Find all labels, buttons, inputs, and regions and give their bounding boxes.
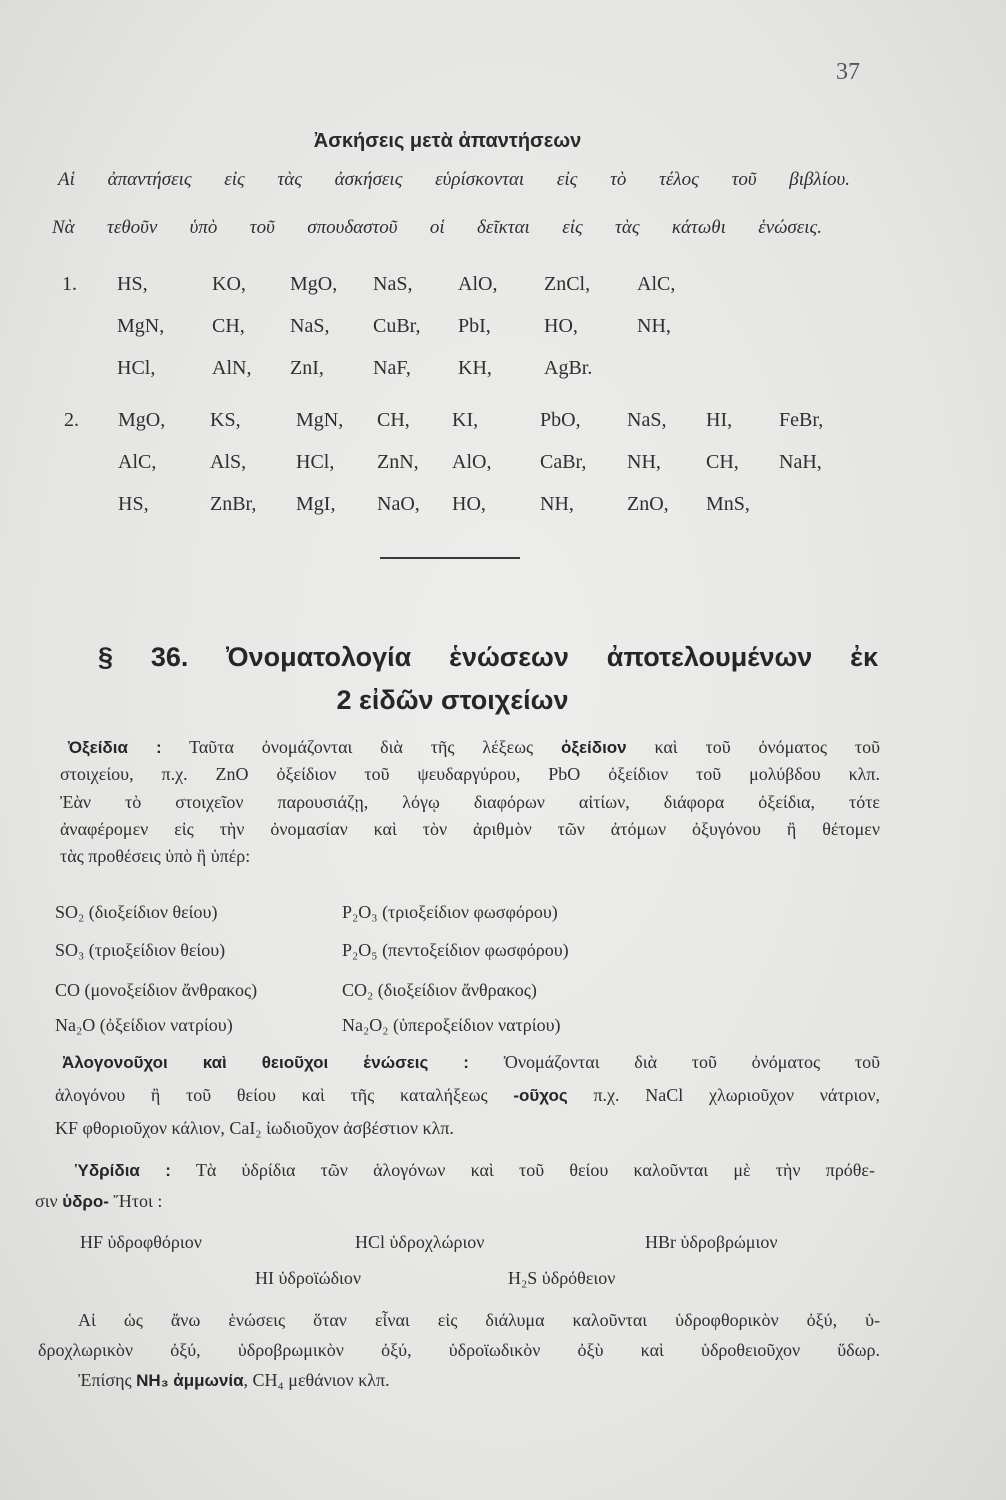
exercise-2-compounds <box>118 399 859 525</box>
compound: MgI, <box>296 493 336 515</box>
compound: CuBr, <box>373 315 421 337</box>
hydride-name: ὑδρόθειον <box>541 1268 616 1288</box>
formula: H₂S <box>508 1268 538 1288</box>
compound: HS, <box>118 493 149 515</box>
text-run: Ἤτοι : <box>113 1191 163 1211</box>
compound: ZnBr, <box>210 493 257 515</box>
compound: CaBr, <box>540 451 587 473</box>
hydride-example <box>508 1263 615 1293</box>
compound: NaH, <box>779 451 822 473</box>
compound: AlN, <box>212 357 252 379</box>
term-bold: ὀξείδιον <box>561 738 627 757</box>
compound: HO, <box>544 315 578 337</box>
compound: NaO, <box>377 493 420 515</box>
compound: NH, <box>637 315 671 337</box>
paragraph-line: στοιχείου, π.χ. ZnO ὀξείδιον τοῦ ψευδαργύρου, PbO ὀξείδιον τοῦ μολύβδου κλπ. <box>60 764 880 785</box>
oxide-example <box>342 975 537 1005</box>
compound: ZnO, <box>627 493 669 515</box>
hydride-name: ὑδροχλώριον <box>389 1232 485 1252</box>
oxide-name: (τριοξείδιον θείου) <box>88 940 226 960</box>
oxide-example-row <box>0 975 1006 1005</box>
compound: MgO, <box>290 273 338 295</box>
oxide-example-row <box>0 1010 1006 1040</box>
hydride-example <box>80 1227 202 1257</box>
compound: HCl, <box>296 451 335 473</box>
compound: CH, <box>377 409 410 431</box>
paragraph-line <box>35 1155 875 1186</box>
paragraph-line <box>38 1365 880 1396</box>
formula: SO₂ <box>55 902 85 922</box>
text-run: , CH₄ μεθάνιον κλπ. <box>243 1370 390 1390</box>
paragraph-line: Ἐὰν τὸ στοιχεῖον παρουσιάζῃ, λόγῳ διαφόρων αἰτίων, διάφορα ὀξείδια, τότε <box>60 791 880 812</box>
compound: AlO, <box>452 451 492 473</box>
oxide-name: (πεντοξείδιον φωσφόρου) <box>382 940 569 960</box>
compound: FeBr, <box>779 409 824 431</box>
paragraph-line <box>55 1046 880 1079</box>
paragraph-line <box>60 734 880 761</box>
compound: NaS, <box>373 273 413 295</box>
oxide-example <box>342 897 558 927</box>
hydrides-paragraph <box>35 1155 875 1217</box>
compound: KI, <box>452 409 479 431</box>
compound: HS, <box>117 273 148 295</box>
compound: AgBr. <box>544 357 593 379</box>
oxide-name: (μονοξείδιον ἄνθρακος) <box>84 980 258 1000</box>
page-number: 37 <box>836 59 860 85</box>
intro-line: Νὰ τεθοῦν ὑπὸ τοῦ σπουδαστοῦ οἱ δεῖκται εἰς τὰς κάτωθι ἑνώσεις. <box>52 217 822 238</box>
paragraph-line <box>35 1186 875 1217</box>
oxide-example <box>342 935 569 965</box>
exercises-heading: Ἀσκήσεις μετὰ ἀπαντήσεων <box>313 130 582 152</box>
oxide-example <box>55 935 225 965</box>
formula: SO₃ <box>55 940 85 960</box>
hydride-name: ὑδροϊώδιον <box>278 1268 362 1288</box>
compound: ZnI, <box>290 357 324 379</box>
compound: NaF, <box>373 357 411 379</box>
text-run: Ἐπίσης <box>78 1370 132 1390</box>
term-bold: -οῦχος <box>513 1086 568 1105</box>
oxide-name: (διοξείδιον θείου) <box>88 902 218 922</box>
paragraph-line: ἀναφέρομεν εἰς τὴν ὀνομασίαν καὶ τὸν ἀριθμὸν τῶν ἀτόμων ὀξυγόνου ἢ θέτομεν <box>60 818 880 839</box>
formula: P₂O₅ <box>342 940 378 960</box>
compound: MgO, <box>118 409 166 431</box>
hydride-name: ὑδροβρώμιον <box>680 1232 778 1252</box>
compound: AlC, <box>637 273 676 295</box>
compound: NaS, <box>290 315 330 337</box>
compound: AlO, <box>458 273 498 295</box>
compound: HCl, <box>117 357 156 379</box>
compound: KS, <box>210 409 241 431</box>
halogen-paragraph <box>55 1046 880 1144</box>
halogen-label: Ἀλογονοῦχοι καὶ θειοῦχοι ἑνώσεις : <box>62 1053 469 1072</box>
paragraph-line <box>55 1079 880 1112</box>
section-divider <box>380 557 520 559</box>
compound: NH, <box>540 493 574 515</box>
formula: P₂O₃ <box>342 902 378 922</box>
hydride-example <box>255 1263 361 1293</box>
compound: AlS, <box>210 451 247 473</box>
term-bold: NH₃ ἀμμωνία <box>136 1371 244 1390</box>
text-run: π.χ. NaCl χλωριοῦχον νάτριον, <box>593 1085 881 1105</box>
formula: CO₂ <box>342 980 374 1000</box>
oxide-example-row <box>0 935 1006 965</box>
compound: NH, <box>627 451 661 473</box>
compound: HO, <box>452 493 486 515</box>
oxide-example <box>342 1010 561 1040</box>
hydride-name: ὑδροφθόριον <box>107 1232 202 1252</box>
exercise-1-compounds <box>117 263 717 389</box>
hydrides-label: Ὑδρίδια : <box>75 1161 171 1180</box>
compound: CH, <box>212 315 245 337</box>
text-run: Ταῦτα ὀνομάζονται διὰ τῆς λέξεως <box>189 737 534 757</box>
oxide-example <box>55 897 217 927</box>
formula: HCl <box>355 1232 386 1252</box>
paragraph-line: KF φθοριοῦχον κάλιον, CaI₂ ἰωδιοῦχον ἀσβέστιον κλπ. <box>55 1118 454 1138</box>
oxides-paragraph <box>60 734 880 870</box>
text-run: καὶ τοῦ ὀνόματος τοῦ <box>654 737 880 757</box>
text-run: ἁλογόνου ἢ τοῦ θείου καὶ τῆς καταλήξεως <box>55 1085 488 1105</box>
compound: PbI, <box>458 315 491 337</box>
term-bold: ὑδρο- <box>62 1192 109 1211</box>
compound: KH, <box>458 357 492 379</box>
oxide-example-row <box>0 897 1006 927</box>
compound: CH, <box>706 451 739 473</box>
oxide-name: (διοξείδιον ἄνθρακος) <box>377 980 537 1000</box>
compound: ZnN, <box>377 451 419 473</box>
formula: HBr <box>645 1232 676 1252</box>
paragraph-line: δροχλωρικὸν ὀξύ, ὑδροβρωμικὸν ὀξύ, ὑδροϊωδικὸν ὀξὺ καὶ ὑδροθειοῦχον ὕδωρ. <box>38 1340 880 1360</box>
exercise-number: 2. <box>64 409 79 431</box>
text-run: Τὰ ὑδρίδια τῶν ἁλογόνων καὶ τοῦ θείου καλοῦνται μὲ τὴν πρόθε- <box>195 1160 875 1180</box>
compound: KO, <box>212 273 246 295</box>
formula: HI <box>255 1268 274 1288</box>
solutions-paragraph <box>38 1305 880 1396</box>
oxides-label: Ὀξείδια : <box>68 738 162 757</box>
formula: Na₂O <box>55 1015 96 1035</box>
section-title-continued: 2 εἰδῶν στοιχείων <box>336 685 569 715</box>
text-run: Ὀνομάζονται διὰ τοῦ ὀνόματος τοῦ <box>503 1052 881 1072</box>
paragraph-line: τὰς προθέσεις ὑπὸ ἢ ὑπέρ: <box>60 846 251 867</box>
compound: NaS, <box>627 409 667 431</box>
compound: AlC, <box>118 451 157 473</box>
hydride-example <box>645 1227 778 1257</box>
intro-line: Αἱ ἀπαντήσεις εἰς τὰς ἀσκήσεις εὑρίσκονται εἰς τὸ τέλος τοῦ βιβλίου. <box>58 169 850 190</box>
exercise-number: 1. <box>62 273 77 295</box>
text-run: σιν <box>35 1191 58 1211</box>
paragraph-line: Αἱ ὡς ἄνω ἑνώσεις ὅταν εἶναι εἰς διάλυμα καλοῦνται ὑδροφθορικὸν ὀξύ, ὑ- <box>78 1310 880 1330</box>
oxide-example <box>55 1010 233 1040</box>
compound: PbO, <box>540 409 581 431</box>
hydride-example-row <box>0 1263 1006 1293</box>
compound: MgN, <box>296 409 344 431</box>
oxide-name: (τριοξείδιον φωσφόρου) <box>382 902 558 922</box>
hydride-example <box>355 1227 484 1257</box>
hydride-example-row <box>0 1227 1006 1257</box>
formula: HF <box>80 1232 104 1252</box>
oxide-name: (ὑπεροξείδιον νατρίου) <box>393 1015 561 1035</box>
compound: MgN, <box>117 315 165 337</box>
oxide-example <box>55 975 257 1005</box>
section-title: § 36. Ὀνοματολογία ἑνώσεων ἀποτελουμένων ἐκ <box>98 642 878 672</box>
formula: Na₂O₂ <box>342 1015 389 1035</box>
compound: ZnCl, <box>544 273 591 295</box>
oxide-name: (ὀξείδιον νατρίου) <box>99 1015 233 1035</box>
compound: HI, <box>706 409 733 431</box>
formula: CO <box>55 980 81 1000</box>
compound: MnS, <box>706 493 750 515</box>
